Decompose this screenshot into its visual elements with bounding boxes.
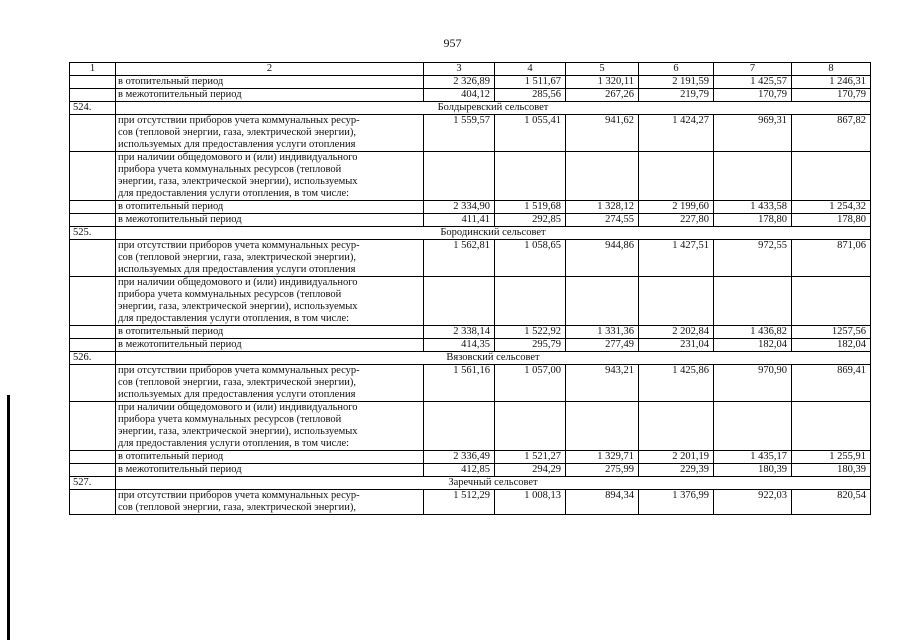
meter-row [70, 152, 871, 201]
section-title: Бородинский сельсовет [116, 227, 871, 240]
description-line: энергии, газа, электрической энергии), используемых [118, 426, 358, 437]
value-cell [424, 152, 495, 201]
value-cell [566, 402, 639, 451]
value-cell: 970,90 [714, 365, 792, 402]
value-cell: 867,82 [792, 115, 871, 152]
value-cell [714, 152, 792, 201]
value-cell: 2 191,59 [639, 76, 714, 89]
description-line: энергии, газа, электрической энергии), используемых [118, 176, 358, 187]
section-title: Заречный сельсовет [116, 477, 871, 490]
meter-row [70, 402, 871, 451]
value-cell: 294,29 [495, 464, 566, 477]
index-cell [70, 402, 116, 451]
value-cell [424, 402, 495, 451]
value-cell [639, 277, 714, 326]
value-cell: 219,79 [639, 89, 714, 102]
heating-row [70, 451, 871, 464]
label-cell: в межотопительный период [116, 339, 424, 352]
index-cell [70, 115, 116, 152]
label-cell: в отопительный период [116, 76, 424, 89]
value-cell: 170,79 [792, 89, 871, 102]
value-cell: 180,39 [792, 464, 871, 477]
value-cell: 1 519,68 [495, 201, 566, 214]
value-cell: 2 199,60 [639, 201, 714, 214]
value-cell: 869,41 [792, 365, 871, 402]
nonheating-row [70, 339, 871, 352]
column-header: 5 [566, 63, 639, 76]
value-cell: 414,35 [424, 339, 495, 352]
description-line: используемых для предоставления услуги отопления [118, 389, 356, 400]
column-header: 3 [424, 63, 495, 76]
description-line: сов (тепловой энергии, газа, электрической энергии), [118, 127, 356, 138]
value-cell: 182,04 [714, 339, 792, 352]
no-meter-row [70, 490, 871, 515]
description-line: для предоставления услуги отопления, в том числе: [118, 188, 350, 199]
description-line: при наличии общедомового и (или) индивидуального [118, 277, 358, 288]
column-header: 6 [639, 63, 714, 76]
nonheating-row [70, 214, 871, 227]
page-number: 957 [443, 36, 462, 50]
value-cell: 1 424,27 [639, 115, 714, 152]
value-cell [792, 402, 871, 451]
value-cell: 2 336,49 [424, 451, 495, 464]
value-cell: 2 201,19 [639, 451, 714, 464]
section-row [70, 102, 871, 115]
value-cell: 943,21 [566, 365, 639, 402]
section-row [70, 477, 871, 490]
value-cell: 170,79 [714, 89, 792, 102]
value-cell: 1 561,16 [424, 365, 495, 402]
description-line: прибора учета коммунальных ресурсов (тепловой [118, 414, 342, 425]
column-header: 4 [495, 63, 566, 76]
value-cell: 1 521,27 [495, 451, 566, 464]
value-cell: 411,41 [424, 214, 495, 227]
value-cell: 1 255,91 [792, 451, 871, 464]
index-cell [70, 464, 116, 477]
value-cell: 231,04 [639, 339, 714, 352]
label-cell: в межотопительный период [116, 464, 424, 477]
value-cell: 178,80 [792, 214, 871, 227]
page-edge-line [7, 395, 10, 640]
value-cell [495, 152, 566, 201]
description-line: сов (тепловой энергии, газа, электрической энергии), [118, 252, 356, 263]
value-cell: 1 522,92 [495, 326, 566, 339]
label-cell: в отопительный период [116, 201, 424, 214]
description-line: энергии, газа, электрической энергии), используемых [118, 301, 358, 312]
value-cell [495, 402, 566, 451]
table-row [70, 89, 871, 102]
column-header: 1 [70, 63, 116, 76]
description-cell [116, 152, 424, 201]
value-cell: 1 057,00 [495, 365, 566, 402]
value-cell [639, 402, 714, 451]
description-line: используемых для предоставления услуги отопления [118, 139, 356, 150]
description-line: при отсутствии приборов учета коммунальных ресур- [118, 115, 360, 126]
value-cell: 1 435,17 [714, 451, 792, 464]
index-cell [70, 89, 116, 102]
value-cell: 1 427,51 [639, 240, 714, 277]
index-cell [70, 201, 116, 214]
value-cell: 178,80 [714, 214, 792, 227]
description-line: сов (тепловой энергии, газа, электрической энергии), [118, 502, 356, 513]
column-header: 2 [116, 63, 424, 76]
heating-row [70, 326, 871, 339]
description-line: для предоставления услуги отопления, в том числе: [118, 438, 350, 449]
value-cell: 1 512,29 [424, 490, 495, 515]
value-cell: 1 425,57 [714, 76, 792, 89]
value-cell: 1257,56 [792, 326, 871, 339]
value-cell [714, 277, 792, 326]
value-cell: 1 376,99 [639, 490, 714, 515]
value-cell: 274,55 [566, 214, 639, 227]
value-cell [495, 277, 566, 326]
value-cell: 1 055,41 [495, 115, 566, 152]
description-cell [116, 490, 424, 515]
value-cell: 180,39 [714, 464, 792, 477]
no-meter-row [70, 365, 871, 402]
description-cell [116, 115, 424, 152]
value-cell [424, 277, 495, 326]
section-title: Болдыревский сельсовет [116, 102, 871, 115]
description-line: используемых для предоставления услуги отопления [118, 264, 356, 275]
value-cell: 412,85 [424, 464, 495, 477]
label-cell: в межотопительный период [116, 214, 424, 227]
section-index: 527. [70, 477, 116, 490]
nonheating-row [70, 464, 871, 477]
value-cell: 1 436,82 [714, 326, 792, 339]
value-cell: 229,39 [639, 464, 714, 477]
value-cell [566, 152, 639, 201]
value-cell: 1 559,57 [424, 115, 495, 152]
value-cell: 1 254,32 [792, 201, 871, 214]
description-line: сов (тепловой энергии, газа, электрической энергии), [118, 377, 356, 388]
value-cell: 277,49 [566, 339, 639, 352]
section-index: 525. [70, 227, 116, 240]
section-index: 526. [70, 352, 116, 365]
value-cell: 1 008,13 [495, 490, 566, 515]
index-cell [70, 152, 116, 201]
value-cell: 820,54 [792, 490, 871, 515]
label-cell: в отопительный период [116, 326, 424, 339]
value-cell [792, 152, 871, 201]
header-row [70, 63, 871, 76]
description-cell [116, 402, 424, 451]
index-cell [70, 490, 116, 515]
table-body [70, 63, 871, 515]
value-cell: 2 338,14 [424, 326, 495, 339]
value-cell: 285,56 [495, 89, 566, 102]
label-cell: в отопительный период [116, 451, 424, 464]
column-header: 7 [714, 63, 792, 76]
value-cell: 1 562,81 [424, 240, 495, 277]
value-cell [792, 277, 871, 326]
no-meter-row [70, 240, 871, 277]
value-cell: 1 246,31 [792, 76, 871, 89]
value-cell: 922,03 [714, 490, 792, 515]
value-cell: 1 511,67 [495, 76, 566, 89]
value-cell: 182,04 [792, 339, 871, 352]
value-cell: 267,26 [566, 89, 639, 102]
value-cell: 292,85 [495, 214, 566, 227]
description-cell [116, 240, 424, 277]
value-cell: 2 202,84 [639, 326, 714, 339]
description-line: прибора учета коммунальных ресурсов (тепловой [118, 164, 342, 175]
label-cell: в межотопительный период [116, 89, 424, 102]
section-title: Вязовский сельсовет [116, 352, 871, 365]
index-cell [70, 339, 116, 352]
value-cell: 1 433,58 [714, 201, 792, 214]
section-row [70, 227, 871, 240]
table-row [70, 76, 871, 89]
value-cell: 295,79 [495, 339, 566, 352]
index-cell [70, 451, 116, 464]
section-index: 524. [70, 102, 116, 115]
value-cell: 1 329,71 [566, 451, 639, 464]
meter-row [70, 277, 871, 326]
description-line: при отсутствии приборов учета коммунальных ресур- [118, 490, 360, 501]
value-cell: 404,12 [424, 89, 495, 102]
value-cell: 1 331,36 [566, 326, 639, 339]
value-cell: 1 320,11 [566, 76, 639, 89]
value-cell: 1 328,12 [566, 201, 639, 214]
description-line: при отсутствии приборов учета коммунальных ресур- [118, 365, 360, 376]
value-cell: 2 334,90 [424, 201, 495, 214]
value-cell: 969,31 [714, 115, 792, 152]
index-cell [70, 240, 116, 277]
section-row [70, 352, 871, 365]
index-cell [70, 214, 116, 227]
value-cell: 871,06 [792, 240, 871, 277]
value-cell: 275,99 [566, 464, 639, 477]
tariff-table [69, 62, 871, 515]
description-cell [116, 365, 424, 402]
no-meter-row [70, 115, 871, 152]
value-cell [639, 152, 714, 201]
value-cell: 1 425,86 [639, 365, 714, 402]
description-line: при отсутствии приборов учета коммунальных ресур- [118, 240, 360, 251]
column-header: 8 [792, 63, 871, 76]
index-cell [70, 277, 116, 326]
value-cell: 894,34 [566, 490, 639, 515]
index-cell [70, 326, 116, 339]
description-line: для предоставления услуги отопления, в том числе: [118, 313, 350, 324]
value-cell: 1 058,65 [495, 240, 566, 277]
value-cell: 227,80 [639, 214, 714, 227]
description-line: прибора учета коммунальных ресурсов (тепловой [118, 289, 342, 300]
description-cell [116, 277, 424, 326]
heating-row [70, 201, 871, 214]
index-cell [70, 76, 116, 89]
value-cell: 2 326,89 [424, 76, 495, 89]
value-cell: 972,55 [714, 240, 792, 277]
description-line: при наличии общедомового и (или) индивидуального [118, 402, 358, 413]
description-line: при наличии общедомового и (или) индивидуального [118, 152, 358, 163]
value-cell [714, 402, 792, 451]
value-cell [566, 277, 639, 326]
value-cell: 941,62 [566, 115, 639, 152]
index-cell [70, 365, 116, 402]
value-cell: 944,86 [566, 240, 639, 277]
